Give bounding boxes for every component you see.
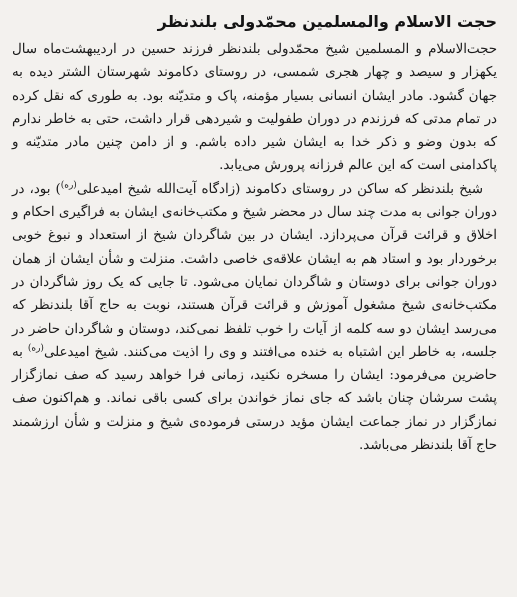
page-title: حجت الاسلام والمسلمین محمّدولی بلندنظر — [157, 12, 497, 31]
paragraph-youth-part-2: ) بود، در دوران جوانی به مدت چند سال در محضر شیخ و مکتب‌خانه‌ی ایشان به فراگیری احکام و اخلاق و قرائت قرآن می‌پردازد. ایشان در بین شاگردان شیخ از استعداد و نبوغ خوبی برخوردار بود و استاد هم به ایشان علاقه‌ی خاصی داشت. منزلت و شأن ایشان از همان دوران جوانی برای دوستان و شاگردان نمایان می‌شود. تا جایی که یک روز شاگردان در مکتب‌خانه‌ی شیخ مشغول آموزش و قرائت قرآن هستند، نوبت به حاج آقا بلندنظر که می‌رسد ایشان دو سه کلمه از آیات را خوب تلفظ نمی‌کند، دوستان و شاگردان حاضر در جلسه، به خاطر این اشتباه به خنده می‌افتند و وی را اذیت می‌کنند. شیخ امیدعلی — [12, 181, 497, 360]
paragraph-youth-part-3: به حاضرین می‌فرمود: ایشان را مسخره نکنید، زمانی فرا خواهد رسید که صف نمازگزار پشت سرشان چنان باشد که جای نماز خواندن برای کسی باقی نماند. و هم‌اکنون صف نمازگزار در نماز جماعت ایشان مؤید درستی فرموده‌ی شیخ و منزلت و شأن ارزشمند حاج آقا بلندنظر می‌باشد. — [12, 344, 497, 454]
honorific-superscript-2: (ره) — [27, 343, 44, 354]
paragraph-youth-part-1: شیخ بلندنظر که ساکن در روستای دکاموند (زادگاه آیت‌الله شیخ امیدعلی — [76, 181, 483, 197]
paragraph-youth — [12, 178, 497, 458]
paragraph-intro: حجت‌الاسلام و المسلمین شیخ محمّدولی بلندنظر فرزند حسین در اردیبهشت‌ماه سال یکهزار و سیصد و چهار هجری شمسی، در روستای دکاموند شهرستان الشتر دیده به جهان گشود. مادر ایشان انسانی بسیار مؤمنه، پاک و متدیّنه بود. به طوری که نقل کرده در تمام مدتی که فرزندم در دوران طفولیت و شیردهی قرار داشت، حتی به خاطر ندارم که بدون وضو و ذکر خدا به ایشان شیر داده باشم. و از دامن چنین مادر متدیّنه و پاکدامنی است که این عالم فرزانه پرورش می‌یابد. — [12, 42, 497, 174]
honorific-superscript-1: (ره) — [60, 180, 77, 191]
